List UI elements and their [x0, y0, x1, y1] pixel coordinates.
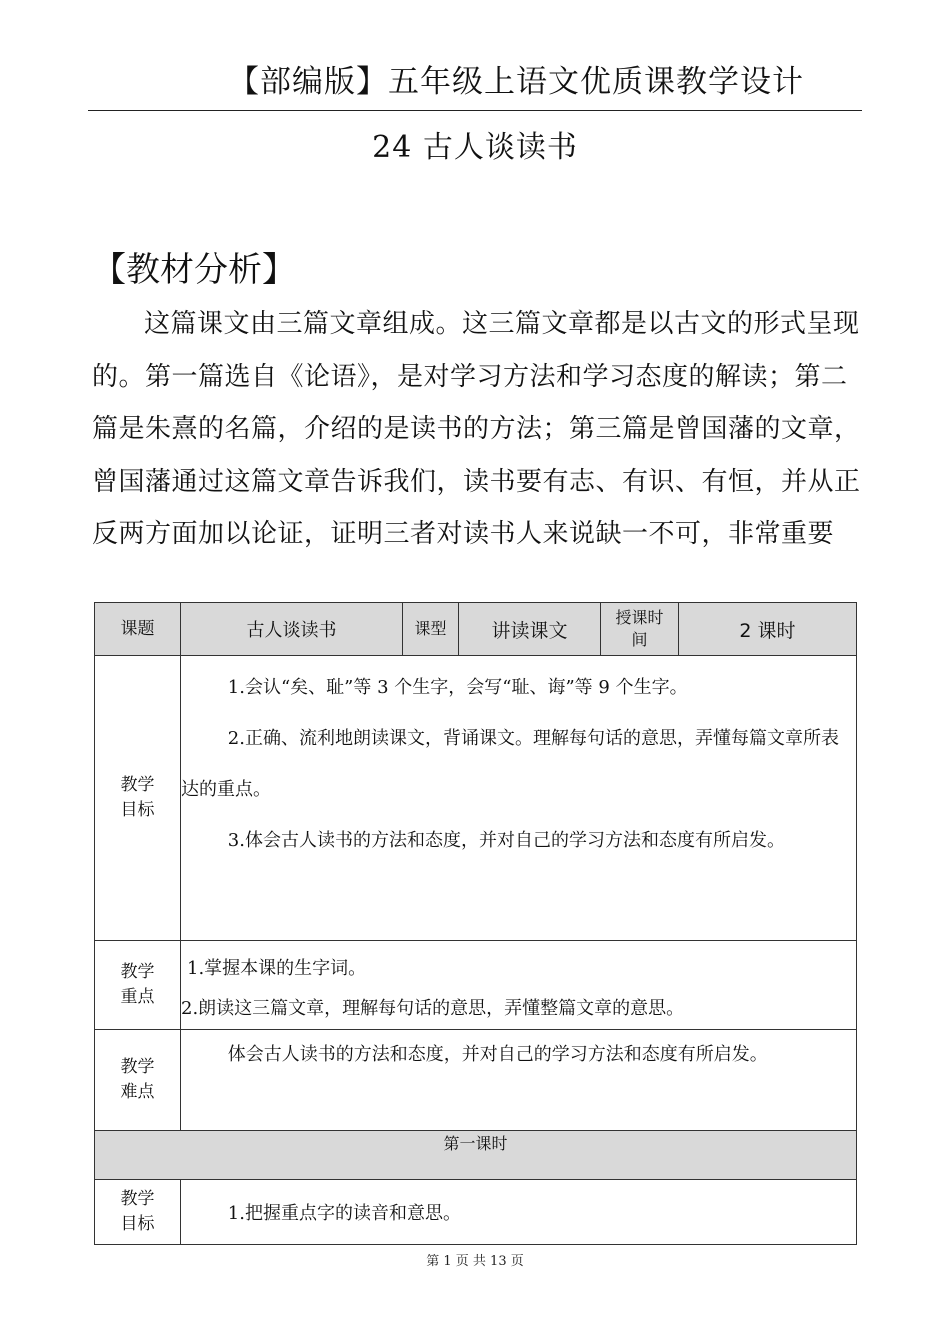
key-point-item-1: 1.掌握本课的生字词。 — [187, 958, 367, 979]
type-label: 课型 — [403, 603, 459, 656]
lesson-one-header-row — [95, 1131, 857, 1180]
header-divider — [88, 110, 862, 111]
lesson-one-goal-item-1: 1.把握重点字的读音和意思。 — [227, 1203, 461, 1224]
goals-label: 教学目标 — [95, 656, 181, 941]
key-points-row — [95, 941, 857, 1030]
section-heading-material-analysis: 【教材分析】 — [92, 250, 296, 290]
lesson-one-title: 第一课时 — [95, 1131, 857, 1180]
key-points-content — [181, 941, 857, 1030]
difficulties-row — [95, 1030, 857, 1131]
time-label: 授课时间 — [601, 603, 679, 656]
difficulties-content — [181, 1030, 857, 1131]
goals-content — [181, 656, 857, 941]
lesson-one-goals-row — [95, 1180, 857, 1245]
goal-item-1: 1.会认“矣、耻”等 3 个生字，会写“耻、诲”等 9 个生字。 — [227, 677, 688, 698]
page-footer: 第 1 页 共 13 页 — [426, 1254, 524, 1269]
key-point-item-2: 2.朗读这三篇文章，理解每句话的意思，弄懂整篇文章的意思。 — [181, 998, 685, 1019]
lesson-one-goals-label: 教学目标 — [95, 1180, 181, 1245]
header-title: 【部编版】五年级上语文优质课教学设计 — [228, 64, 804, 100]
difficulties-label: 教学难点 — [95, 1030, 181, 1131]
time-value: 2 课时 — [679, 603, 857, 656]
material-analysis-paragraph: 这篇课文由三篇文章组成。这三篇文章都是以古文的形式呈现的。第一篇选自《论语》，是对学习方法和学习态度的解读；第二篇是朱熹的名篇，介绍的是读书的方法；第三篇是曾国藩的文章，曾国藩通过这篇文章告诉我们，读书要有志、有识、有恒，并从正反两方面加以论证，证明三者对读书人来说缺一不可，非常重要 — [92, 309, 861, 549]
goals-row — [95, 656, 857, 941]
lesson-plan-table — [94, 602, 857, 1245]
key-points-label: 教学重点 — [95, 941, 181, 1030]
type-value: 讲读课文 — [459, 603, 601, 656]
document-title: 24 古人谈读书 — [372, 130, 578, 165]
goal-item-2: 2.正确、流利地朗读课文，背诵课文。理解每句话的意思，弄懂每篇文章所表达的重点。 — [181, 728, 839, 800]
topic-label: 课题 — [95, 603, 181, 656]
lesson-one-goals-content — [181, 1180, 857, 1245]
topic-value: 古人谈读书 — [181, 603, 403, 656]
table-header-row — [95, 603, 857, 656]
difficulties-text: 体会古人读书的方法和态度，并对自己的学习方法和态度有所启发。 — [227, 1044, 768, 1065]
goal-item-3: 3.体会古人读书的方法和态度，并对自己的学习方法和态度有所启发。 — [227, 830, 785, 851]
